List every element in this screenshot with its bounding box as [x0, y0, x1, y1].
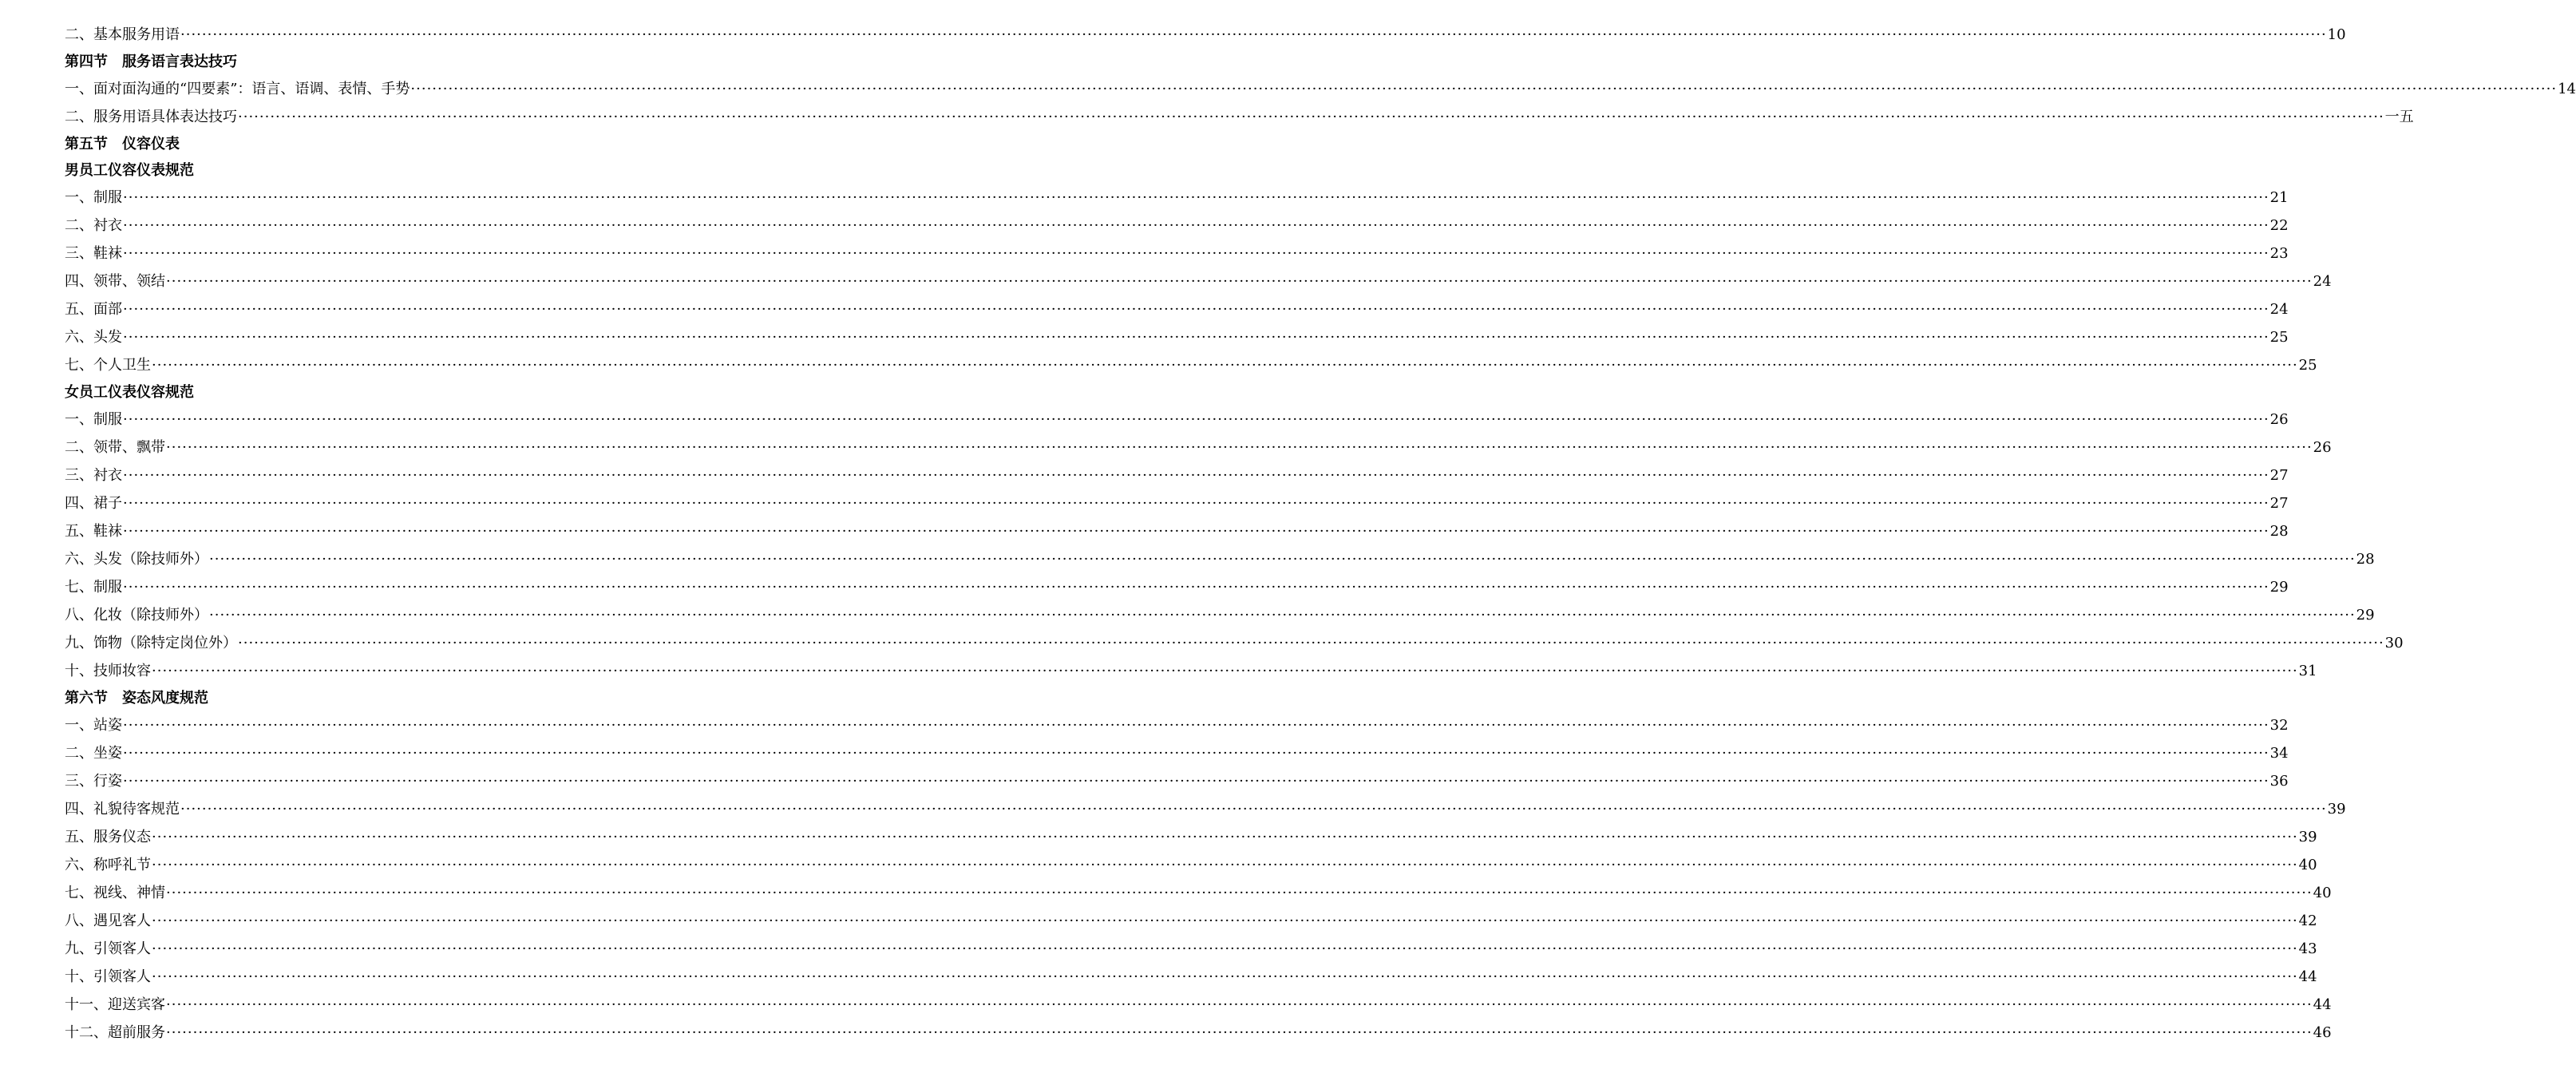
dot-leader: ················································································································································································································································································································································································································	[123, 217, 2269, 234]
toc-page-number: 21	[2269, 189, 2289, 206]
toc-page-number: 29	[2356, 607, 2375, 624]
toc-label: 四、领带、领结	[65, 273, 165, 290]
dot-leader: ················································································································································································································································································································································································································	[123, 579, 2269, 596]
toc-label: 三、衬衣	[65, 467, 122, 484]
toc-entry[interactable]	[65, 184, 2289, 212]
dot-leader: ················································································································································································································································································································································································································	[123, 329, 2269, 346]
toc-label: 女员工仪表仪容规范	[65, 384, 194, 401]
dot-leader: ················································································································································································································································································································································································································	[209, 607, 2356, 624]
toc-heading	[65, 379, 615, 406]
dot-leader: ················································································································································································································································································································································································································	[410, 81, 2558, 97]
toc-label: 二、坐姿	[65, 745, 122, 762]
toc-label: 五、鞋袜	[65, 523, 122, 540]
toc-page-number: 46	[2313, 1024, 2332, 1041]
dot-leader: ················································································································································································································································································································································································································	[123, 745, 2269, 762]
toc-page-number: 34	[2269, 745, 2289, 762]
toc-label: 六、头发	[65, 329, 122, 346]
dot-leader: ················································································································································································································································································································································································································	[123, 301, 2269, 318]
toc-page-number: 32	[2269, 717, 2289, 734]
toc-entry[interactable]	[65, 963, 2317, 991]
toc-heading	[65, 157, 615, 184]
dot-leader: ················································································································································································································································································································································································································	[152, 940, 2298, 957]
toc-page-number: 26	[2269, 411, 2289, 428]
toc-entry[interactable]	[65, 935, 2317, 963]
toc-page-number: 40	[2298, 857, 2317, 873]
toc-page-number: 40	[2313, 885, 2332, 901]
dot-leader: ················································································································································································································································································································································································································	[152, 913, 2298, 929]
toc-page-number: 44	[2298, 968, 2317, 985]
toc-page-number: 24	[2269, 301, 2289, 318]
dot-leader: ················································································································································································································································································································································································································	[123, 523, 2269, 540]
toc-label: 十、技师妆容	[65, 663, 151, 679]
dot-leader: ················································································································································································································································································································································································································	[123, 495, 2269, 512]
toc-label: 五、面部	[65, 301, 122, 318]
toc-label: 七、制服	[65, 579, 122, 596]
toc-label: 第四节 服务语言表达技巧	[65, 53, 237, 70]
toc-label: 十一、迎送宾客	[65, 996, 165, 1013]
toc-entry[interactable]	[65, 240, 2289, 267]
toc-label: 九、饰物（除特定岗位外）	[65, 635, 237, 651]
toc-label: 八、遇见客人	[65, 913, 151, 929]
toc-label: 四、裙子	[65, 495, 122, 512]
toc-label: 七、视线、神情	[65, 885, 165, 901]
toc-label: 男员工仪容仪表规范	[65, 162, 194, 179]
toc-label: 一、面对面沟通的“四要素”：语言、语调、表情、手势	[65, 81, 410, 97]
toc-label: 三、行姿	[65, 773, 122, 790]
toc-entry[interactable]	[65, 295, 2289, 323]
dot-leader: ················································································································································································································································································································································································································	[152, 663, 2298, 679]
toc-entry[interactable]	[65, 711, 2289, 739]
toc-entry[interactable]	[65, 351, 2317, 379]
toc-entry[interactable]	[65, 823, 2317, 851]
toc-label: 二、基本服务用语	[65, 26, 180, 43]
toc-page-number: 28	[2269, 523, 2289, 540]
toc-page-number: 36	[2269, 773, 2289, 790]
toc-label: 十二、超前服务	[65, 1024, 165, 1041]
toc-page-number: 一五	[2384, 109, 2414, 125]
toc-label: 八、化妆（除技师外）	[65, 607, 208, 624]
table-of-contents	[65, 21, 2576, 1047]
toc-label: 三、鞋袜	[65, 245, 122, 262]
toc-page-number: 44	[2313, 996, 2332, 1013]
toc-page-number: 27	[2269, 467, 2289, 484]
toc-entry[interactable]	[65, 657, 2317, 685]
toc-entry[interactable]	[65, 739, 2289, 767]
toc-entry[interactable]	[65, 795, 2346, 823]
toc-entry[interactable]	[65, 573, 2289, 601]
toc-label: 四、礼貌待客规范	[65, 801, 180, 818]
toc-entry[interactable]	[65, 406, 2289, 434]
dot-leader: ················································································································································································································································································································································································································	[238, 109, 2384, 125]
toc-page-number: 14	[2558, 81, 2576, 97]
toc-entry[interactable]	[65, 75, 2576, 103]
dot-leader: ················································································································································································································································································································································································································	[166, 439, 2313, 456]
toc-heading	[65, 49, 615, 75]
dot-leader: ················································································································································································································································································································································································································	[123, 717, 2269, 734]
toc-label: 二、服务用语具体表达技巧	[65, 109, 237, 125]
toc-label: 二、领带、飘带	[65, 439, 165, 456]
dot-leader: ················································································································································································································································································································································································································	[166, 273, 2313, 290]
toc-page-number: 23	[2269, 245, 2289, 262]
toc-page-number: 26	[2313, 439, 2332, 456]
toc-page-number: 24	[2313, 273, 2332, 290]
toc-entry[interactable]	[65, 907, 2317, 935]
dot-leader: ················································································································································································································································································································································································································	[123, 245, 2269, 262]
toc-entry[interactable]	[65, 103, 2414, 131]
toc-page-number: 25	[2269, 329, 2289, 346]
dot-leader: ················································································································································································································································································································································································································	[180, 26, 2327, 43]
toc-page-number: 25	[2298, 357, 2317, 374]
toc-label: 六、称呼礼节	[65, 857, 151, 873]
dot-leader: ················································································································································································································································································································································································································	[166, 996, 2313, 1013]
toc-page-number: 27	[2269, 495, 2289, 512]
dot-leader: ················································································································································································································································································································································································································	[152, 357, 2298, 374]
toc-label: 一、制服	[65, 411, 122, 428]
toc-entry[interactable]	[65, 434, 2332, 461]
toc-page-number: 22	[2269, 217, 2289, 234]
toc-entry[interactable]	[65, 601, 2375, 629]
toc-entry[interactable]	[65, 461, 2289, 489]
dot-leader: ················································································································································································································································································································································································································	[123, 467, 2269, 484]
dot-leader: ················································································································································································································································································································································································································	[238, 635, 2384, 651]
toc-entry[interactable]	[65, 1019, 2332, 1047]
toc-page-number: 28	[2356, 551, 2375, 568]
dot-leader: ················································································································································································································································································································································································································	[166, 1024, 2313, 1041]
toc-label: 七、个人卫生	[65, 357, 151, 374]
toc-label: 一、制服	[65, 189, 122, 206]
toc-entry[interactable]	[65, 21, 2346, 49]
dot-leader: ················································································································································································································································································································································································································	[152, 968, 2298, 985]
toc-entry[interactable]	[65, 991, 2332, 1019]
toc-entry[interactable]	[65, 517, 2289, 545]
toc-page-number: 10	[2327, 26, 2346, 43]
toc-entry[interactable]	[65, 851, 2317, 879]
toc-page-number: 30	[2384, 635, 2404, 651]
toc-heading	[65, 131, 615, 157]
toc-entry[interactable]	[65, 267, 2332, 295]
toc-page-number: 39	[2298, 829, 2317, 845]
toc-label: 第六节 姿态风度规范	[65, 690, 208, 707]
toc-label: 二、衬衣	[65, 217, 122, 234]
dot-leader: ················································································································································································································································································································································································································	[123, 189, 2269, 206]
toc-entry[interactable]	[65, 767, 2289, 795]
toc-entry[interactable]	[65, 489, 2289, 517]
toc-label: 六、头发（除技师外）	[65, 551, 208, 568]
toc-entry[interactable]	[65, 212, 2289, 240]
dot-leader: ················································································································································································································································································································································································································	[209, 551, 2356, 568]
toc-page-number: 31	[2298, 663, 2317, 679]
toc-entry[interactable]	[65, 545, 2375, 573]
dot-leader: ················································································································································································································································································································································································································	[123, 411, 2269, 428]
toc-entry[interactable]	[65, 629, 2404, 657]
dot-leader: ················································································································································································································································································································································································································	[152, 829, 2298, 845]
toc-entry[interactable]	[65, 323, 2289, 351]
dot-leader: ················································································································································································································································································································································································································	[123, 773, 2269, 790]
toc-label: 九、引领客人	[65, 940, 151, 957]
toc-label: 五、服务仪态	[65, 829, 151, 845]
dot-leader: ················································································································································································································································································································································································································	[152, 857, 2298, 873]
toc-entry[interactable]	[65, 879, 2332, 907]
dot-leader: ················································································································································································································································································································································································································	[166, 885, 2313, 901]
toc-page-number: 42	[2298, 913, 2317, 929]
toc-page-number: 29	[2269, 579, 2289, 596]
dot-leader: ················································································································································································································································································································································································································	[180, 801, 2327, 818]
toc-label: 十、引领客人	[65, 968, 151, 985]
toc-heading	[65, 685, 615, 711]
toc-label: 第五节 仪容仪表	[65, 136, 180, 152]
toc-label: 一、站姿	[65, 717, 122, 734]
toc-page-number: 43	[2298, 940, 2317, 957]
toc-page-number: 39	[2327, 801, 2346, 818]
